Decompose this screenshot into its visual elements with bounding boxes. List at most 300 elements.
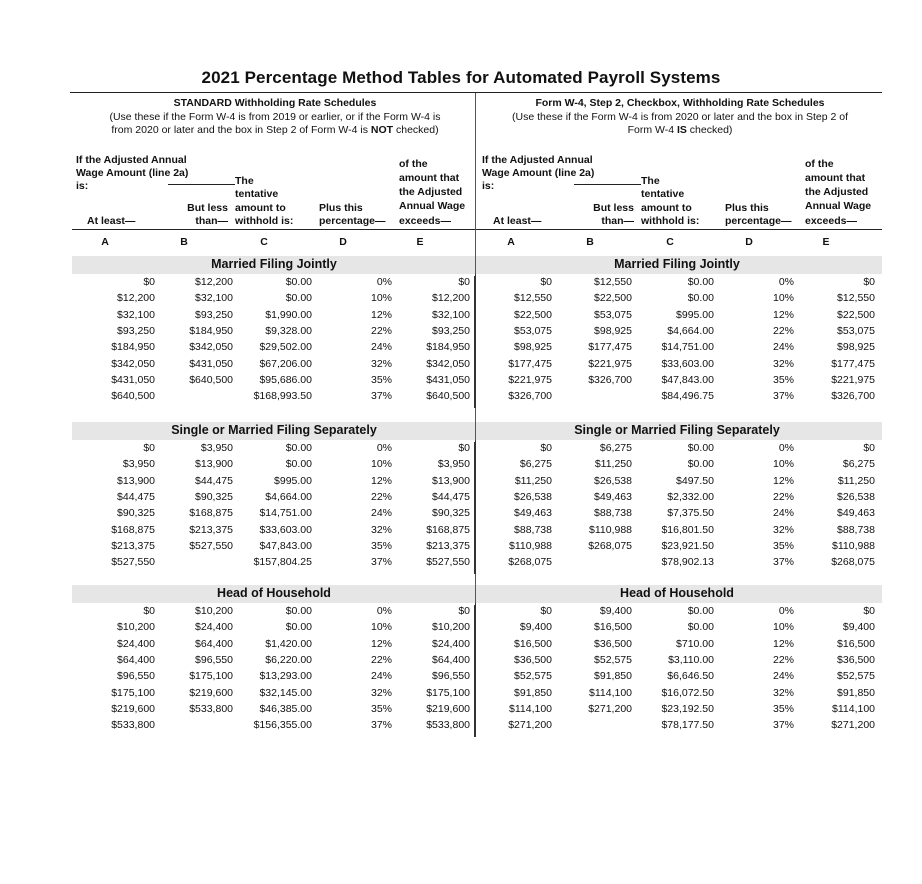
head-of-household-left-e-rule bbox=[475, 603, 476, 737]
right-married-filing-jointly-cell: $12,550 bbox=[837, 292, 875, 305]
checkbox-header-ofthe-4: Annual Wage bbox=[805, 200, 872, 212]
left-head-of-household-cell: $10,200 bbox=[117, 621, 155, 634]
standard-schedule-note-1: (Use these if the Form W-4 is from 2019 or earlier, or if the Form W-4 is bbox=[109, 110, 441, 123]
checkbox-header-tentative-2: tentative bbox=[641, 188, 685, 200]
checkbox-column-letter-b: B bbox=[586, 236, 594, 248]
right-married-filing-jointly-cell: $53,075 bbox=[837, 324, 875, 337]
left-head-of-household-cell: $533,800 bbox=[189, 702, 233, 715]
right-single-or-married-filing-separately-cell: 10% bbox=[772, 458, 794, 471]
right-single-or-married-filing-separately-cell: $88,738 bbox=[594, 507, 632, 520]
right-single-or-married-filing-separately-cell: $268,075 bbox=[508, 556, 552, 569]
left-head-of-household-cell: 35% bbox=[370, 702, 392, 715]
left-married-filing-jointly-cell: $184,950 bbox=[426, 341, 470, 354]
left-married-filing-jointly-cell: $184,950 bbox=[189, 324, 233, 337]
standard-header-ofthe-1: of the bbox=[399, 158, 428, 170]
right-single-or-married-filing-separately-cell: $497.50 bbox=[676, 474, 714, 487]
left-single-or-married-filing-separately-cell: 0% bbox=[376, 442, 392, 454]
left-single-or-married-filing-separately-cell: $13,900 bbox=[432, 474, 470, 487]
left-married-filing-jointly-cell: $0 bbox=[458, 276, 470, 288]
checkbox-header-at-least: At least— bbox=[493, 215, 542, 227]
left-married-filing-jointly-cell: $93,250 bbox=[117, 324, 155, 337]
right-married-filing-jointly-cell: $326,700 bbox=[831, 390, 875, 403]
left-single-or-married-filing-separately-cell: $168,875 bbox=[426, 523, 470, 536]
right-married-filing-jointly-cell: $326,700 bbox=[588, 373, 632, 386]
standard-header-if-adjusted_2: Wage Amount (line 2a) bbox=[76, 167, 189, 179]
left-married-filing-jointly-cell: $184,950 bbox=[111, 341, 155, 354]
checkbox-header-tentative-1: The bbox=[641, 175, 660, 187]
right-married-filing-jointly-cell: $22,500 bbox=[837, 308, 875, 321]
left-married-filing-jointly-cell: 10% bbox=[370, 292, 392, 305]
right-married-filing-jointly-cell: 24% bbox=[772, 341, 794, 354]
left-head-of-household-cell: $175,100 bbox=[189, 670, 233, 683]
left-single-or-married-filing-separately-cell: 10% bbox=[370, 458, 392, 471]
left-single-or-married-filing-separately-cell: $44,475 bbox=[432, 490, 470, 503]
right-single-or-married-filing-separately-cell: 0% bbox=[778, 442, 794, 454]
right-married-filing-jointly-cell: $0 bbox=[540, 276, 552, 288]
left-head-of-household-cell: $533,800 bbox=[426, 719, 470, 732]
checkbox-header-but-less-1: But less bbox=[593, 202, 634, 214]
right-married-filing-jointly-cell: $12,550 bbox=[514, 292, 552, 305]
right-single-or-married-filing-separately-cell: $26,538 bbox=[514, 490, 552, 503]
right-single-or-married-filing-separately-cell: $16,801.50 bbox=[661, 523, 714, 536]
right-head-of-household-cell: 32% bbox=[772, 686, 794, 699]
right-single-or-married-filing-separately-cell: $11,250 bbox=[514, 474, 552, 487]
standard-schedule-title: STANDARD Withholding Rate Schedules bbox=[173, 97, 377, 109]
right-married-filing-jointly-cell: $98,925 bbox=[594, 324, 632, 337]
right-married-filing-jointly-cell: $995.00 bbox=[676, 308, 714, 321]
right-single-or-married-filing-separately-cell: $0.00 bbox=[687, 442, 714, 454]
right-head-of-household-cell: $3,110.00 bbox=[668, 653, 714, 666]
right-single-or-married-filing-separately-cell: $6,275 bbox=[842, 458, 875, 471]
checkbox-column-letter-e: E bbox=[822, 236, 830, 248]
left-head-of-household-cell: $46,385.00 bbox=[259, 702, 312, 715]
right-head-of-household-cell: 22% bbox=[772, 653, 794, 666]
right-single-or-married-filing-separately-cell: $26,538 bbox=[594, 474, 632, 487]
checkbox-header-if-adjusted_2: Wage Amount (line 2a) bbox=[482, 167, 595, 179]
left-married-filing-jointly-cell: 12% bbox=[370, 308, 392, 321]
left-single-or-married-filing-separately-cell: $213,375 bbox=[189, 523, 233, 536]
left-married-filing-jointly-cell: $431,050 bbox=[426, 373, 470, 386]
right-married-filing-jointly-cell: $177,475 bbox=[508, 357, 552, 370]
right-married-filing-jointly-cell: $177,475 bbox=[588, 341, 632, 354]
standard-header-tentative-3: amount to bbox=[235, 202, 286, 214]
single-or-married-filing-separately-left-e-rule bbox=[475, 440, 476, 574]
right-head-of-household-cell: $114,100 bbox=[508, 702, 552, 715]
left-head-of-household-cell: 24% bbox=[370, 670, 392, 683]
left-single-or-married-filing-separately-cell: $3,950 bbox=[437, 458, 470, 471]
right-head-of-household-cell: $9,400 bbox=[599, 605, 632, 617]
right-head-of-household-cell: $16,500 bbox=[594, 621, 632, 634]
left-married-filing-jointly-cell: $12,200 bbox=[195, 276, 233, 288]
left-head-of-household-cell: $96,550 bbox=[432, 670, 470, 683]
right-married-filing-jointly-cell: $98,925 bbox=[837, 341, 875, 354]
right-married-filing-jointly-cell: $221,975 bbox=[831, 373, 875, 386]
left-married-filing-jointly-cell: $640,500 bbox=[189, 373, 233, 386]
standard-header-ofthe-2: amount that bbox=[399, 172, 460, 184]
right-head-of-household-cell: $91,850 bbox=[837, 686, 875, 699]
right-head-of-household-cell: $91,850 bbox=[594, 670, 632, 683]
right-married-filing-jointly-cell: $98,925 bbox=[514, 341, 552, 354]
right-single-or-married-filing-separately-cell: $6,275 bbox=[519, 458, 552, 471]
left-head-of-household-cell: $24,400 bbox=[117, 637, 155, 650]
title-rule bbox=[70, 92, 882, 93]
left-head-of-household-cell: $0.00 bbox=[285, 605, 312, 617]
head-of-household-title-right: Head of Household bbox=[620, 586, 734, 600]
right-single-or-married-filing-separately-cell: $2,332.00 bbox=[667, 490, 714, 503]
standard-column-letter-a: A bbox=[101, 236, 109, 248]
standard-header-guide-line bbox=[168, 184, 235, 185]
left-head-of-household-cell: $10,200 bbox=[432, 621, 470, 634]
left-married-filing-jointly-cell: 0% bbox=[376, 276, 392, 288]
checkbox-header-if-adjusted_3: is: bbox=[482, 180, 495, 192]
left-married-filing-jointly-cell: $640,500 bbox=[426, 390, 470, 403]
right-head-of-household-cell: $0 bbox=[540, 605, 552, 617]
checkbox-header-ofthe-2: amount that bbox=[805, 172, 866, 184]
head-of-household-title-left: Head of Household bbox=[217, 586, 331, 600]
left-single-or-married-filing-separately-cell: 37% bbox=[370, 556, 392, 569]
standard-schedule-header bbox=[73, 97, 477, 138]
right-single-or-married-filing-separately-cell: $49,463 bbox=[837, 507, 875, 520]
right-head-of-household-cell: $16,500 bbox=[514, 637, 552, 650]
right-married-filing-jointly-cell: $22,500 bbox=[514, 308, 552, 321]
standard-header-but-less-2: than— bbox=[195, 215, 228, 227]
right-married-filing-jointly-cell: 22% bbox=[772, 324, 794, 337]
page-title: 2021 Percentage Method Tables for Automated Payroll Systems bbox=[201, 68, 721, 87]
left-single-or-married-filing-separately-cell: 24% bbox=[370, 507, 392, 520]
left-head-of-household-cell: $219,600 bbox=[189, 686, 233, 699]
checkbox-column-letter-c: C bbox=[666, 236, 674, 248]
right-head-of-household-cell: $271,200 bbox=[508, 719, 552, 732]
left-single-or-married-filing-separately-cell: $0.00 bbox=[285, 458, 312, 471]
standard-header-but-less-1: But less bbox=[187, 202, 228, 214]
right-single-or-married-filing-separately-cell: $11,250 bbox=[837, 474, 875, 487]
checkbox-header-plus-2: percentage— bbox=[725, 215, 792, 227]
right-head-of-household-cell: $16,500 bbox=[837, 637, 875, 650]
right-married-filing-jointly-cell: $0 bbox=[863, 276, 875, 288]
checkbox-header-guide-line bbox=[574, 184, 641, 185]
right-single-or-married-filing-separately-cell: 24% bbox=[772, 507, 794, 520]
left-married-filing-jointly-cell: $32,100 bbox=[195, 292, 233, 305]
left-single-or-married-filing-separately-cell: $0.00 bbox=[285, 442, 312, 454]
right-married-filing-jointly-cell: $14,751.00 bbox=[661, 341, 714, 354]
right-married-filing-jointly-cell: 35% bbox=[772, 373, 794, 386]
checkbox-header-ofthe-5: exceeds— bbox=[805, 215, 857, 227]
left-single-or-married-filing-separately-cell: 32% bbox=[370, 523, 392, 536]
left-head-of-household-cell: 0% bbox=[376, 605, 392, 617]
right-single-or-married-filing-separately-cell: $78,902.13 bbox=[661, 556, 714, 569]
standard-header-ofthe-5: exceeds— bbox=[399, 215, 451, 227]
left-married-filing-jointly-cell: $0.00 bbox=[285, 292, 312, 305]
standard-header-tentative-2: tentative bbox=[235, 188, 279, 200]
right-single-or-married-filing-separately-cell: $110,988 bbox=[508, 539, 552, 552]
left-head-of-household-cell: $175,100 bbox=[426, 686, 470, 699]
right-married-filing-jointly-cell: $53,075 bbox=[514, 324, 552, 337]
right-single-or-married-filing-separately-cell: 32% bbox=[772, 523, 794, 536]
right-married-filing-jointly-cell: $221,975 bbox=[588, 357, 632, 370]
left-single-or-married-filing-separately-cell: 12% bbox=[370, 474, 392, 487]
right-head-of-household-cell: $52,575 bbox=[837, 670, 875, 683]
married-filing-jointly-left-e-rule bbox=[475, 274, 476, 408]
standard-schedule-note-2: from 2020 or later and the box in Step 2 of Form W-4 is NOT checked) bbox=[111, 124, 439, 136]
right-head-of-household-cell: $6,646.50 bbox=[667, 670, 714, 683]
left-married-filing-jointly-cell: $0 bbox=[143, 276, 155, 288]
right-head-of-household-cell: 24% bbox=[772, 670, 794, 683]
left-married-filing-jointly-cell: $342,050 bbox=[111, 357, 155, 370]
left-single-or-married-filing-separately-cell: $13,900 bbox=[117, 474, 155, 487]
left-single-or-married-filing-separately-cell: $995.00 bbox=[274, 474, 312, 487]
right-head-of-household-cell: $36,500 bbox=[594, 637, 632, 650]
left-single-or-married-filing-separately-cell: $47,843.00 bbox=[259, 539, 312, 552]
left-married-filing-jointly-cell: $431,050 bbox=[189, 357, 233, 370]
right-single-or-married-filing-separately-cell: $110,988 bbox=[588, 523, 632, 536]
left-head-of-household-cell: $96,550 bbox=[195, 653, 233, 666]
left-head-of-household-cell: $219,600 bbox=[111, 702, 155, 715]
left-head-of-household-cell: 22% bbox=[370, 653, 392, 666]
right-head-of-household-cell: $0.00 bbox=[687, 605, 714, 617]
left-married-filing-jointly-cell: $93,250 bbox=[432, 324, 470, 337]
right-single-or-married-filing-separately-cell: $7,375.50 bbox=[667, 507, 714, 520]
checkbox-column-letter-a: A bbox=[507, 236, 515, 248]
checkbox-schedule-note-2: Form W-4 IS checked) bbox=[627, 124, 733, 136]
right-single-or-married-filing-separately-cell: 22% bbox=[772, 490, 794, 503]
right-married-filing-jointly-cell: $326,700 bbox=[508, 390, 552, 403]
left-married-filing-jointly-cell: $67,206.00 bbox=[259, 357, 312, 370]
left-head-of-household-cell: $64,400 bbox=[195, 637, 233, 650]
standard-header-ofthe-4: Annual Wage bbox=[399, 200, 466, 212]
left-married-filing-jointly-cell: $640,500 bbox=[111, 390, 155, 403]
right-head-of-household-cell: $271,200 bbox=[588, 702, 632, 715]
right-married-filing-jointly-cell: $22,500 bbox=[594, 292, 632, 305]
left-single-or-married-filing-separately-cell: $4,664.00 bbox=[265, 490, 312, 503]
standard-header-at-least: At least— bbox=[87, 215, 136, 227]
right-married-filing-jointly-cell: 12% bbox=[772, 308, 794, 321]
standard-header-plus-2: percentage— bbox=[319, 215, 386, 227]
left-head-of-household-cell: $24,400 bbox=[195, 621, 233, 634]
left-married-filing-jointly-cell: $29,502.00 bbox=[259, 341, 312, 354]
right-married-filing-jointly-cell: $12,550 bbox=[594, 276, 632, 288]
standard-header-if-adjusted_3: is: bbox=[76, 180, 89, 192]
right-head-of-household-cell: $114,100 bbox=[831, 702, 875, 715]
left-married-filing-jointly-cell: $1,990.00 bbox=[265, 308, 312, 321]
left-single-or-married-filing-separately-cell: 35% bbox=[370, 539, 392, 552]
left-head-of-household-cell: $64,400 bbox=[117, 653, 155, 666]
right-head-of-household-cell: $16,072.50 bbox=[661, 686, 714, 699]
checkbox-header-tentative-3: amount to bbox=[641, 202, 692, 214]
left-single-or-married-filing-separately-cell: $213,375 bbox=[111, 539, 155, 552]
checkbox-schedule-note-1: (Use these if the Form W-4 is from 2020 or later and the box in Step 2 of bbox=[512, 110, 848, 123]
left-married-filing-jointly-cell: $95,686.00 bbox=[259, 373, 312, 386]
left-head-of-household-cell: $0 bbox=[458, 605, 470, 617]
left-single-or-married-filing-separately-cell: $0 bbox=[143, 442, 155, 454]
right-head-of-household-cell: $9,400 bbox=[519, 621, 552, 634]
right-married-filing-jointly-cell: $0.00 bbox=[687, 276, 714, 288]
standard-column-letter-d: D bbox=[339, 236, 347, 248]
left-head-of-household-cell: 10% bbox=[370, 621, 392, 634]
left-single-or-married-filing-separately-cell: $157,804.25 bbox=[253, 556, 312, 569]
left-head-of-household-cell: 12% bbox=[370, 637, 392, 650]
left-head-of-household-cell: $0 bbox=[143, 605, 155, 617]
checkbox-header-plus-1: Plus this bbox=[725, 202, 769, 214]
right-head-of-household-cell: $78,177.50 bbox=[661, 719, 714, 732]
left-married-filing-jointly-cell: $12,200 bbox=[432, 292, 470, 305]
checkbox-header-rule bbox=[476, 229, 882, 230]
right-single-or-married-filing-separately-cell: $0.00 bbox=[687, 458, 714, 471]
right-head-of-household-cell: $91,850 bbox=[514, 686, 552, 699]
left-single-or-married-filing-separately-cell: $168,875 bbox=[111, 523, 155, 536]
right-single-or-married-filing-separately-cell: $88,738 bbox=[514, 523, 552, 536]
right-head-of-household-cell: $9,400 bbox=[842, 621, 875, 634]
left-married-filing-jointly-cell: $431,050 bbox=[111, 373, 155, 386]
right-single-or-married-filing-separately-cell: $49,463 bbox=[514, 507, 552, 520]
right-head-of-household-cell: $0.00 bbox=[687, 621, 714, 634]
right-head-of-household-cell: 0% bbox=[778, 605, 794, 617]
checkbox-schedule-header bbox=[478, 97, 882, 138]
right-single-or-married-filing-separately-cell: $88,738 bbox=[837, 523, 875, 536]
right-head-of-household-cell: $52,575 bbox=[514, 670, 552, 683]
left-single-or-married-filing-separately-cell: 22% bbox=[370, 490, 392, 503]
left-single-or-married-filing-separately-cell: $3,950 bbox=[122, 458, 155, 471]
standard-column-letter-c: C bbox=[260, 236, 268, 248]
left-head-of-household-cell: $96,550 bbox=[117, 670, 155, 683]
right-head-of-household-cell: $710.00 bbox=[676, 637, 714, 650]
single-or-married-filing-separately-title-left: Single or Married Filing Separately bbox=[171, 423, 377, 437]
left-single-or-married-filing-separately-cell: $33,603.00 bbox=[259, 523, 312, 536]
left-married-filing-jointly-cell: $12,200 bbox=[117, 292, 155, 305]
right-head-of-household-cell: 12% bbox=[772, 637, 794, 650]
right-head-of-household-cell: $0 bbox=[863, 605, 875, 617]
right-married-filing-jointly-cell: $84,496.75 bbox=[661, 390, 714, 403]
left-head-of-household-cell: $1,420.00 bbox=[265, 637, 312, 650]
right-head-of-household-cell: 37% bbox=[772, 719, 794, 732]
checkbox-column-letter-d: D bbox=[745, 236, 753, 248]
standard-header-tentative-4: withhold is: bbox=[235, 215, 294, 227]
left-head-of-household-cell: $10,200 bbox=[195, 605, 233, 617]
checkbox-schedule-title: Form W-4, Step 2, Checkbox, Withholding Rate Schedules bbox=[535, 97, 825, 109]
left-head-of-household-cell: $64,400 bbox=[432, 653, 470, 666]
left-married-filing-jointly-cell: $342,050 bbox=[426, 357, 470, 370]
checkbox-header-tentative-4: withhold is: bbox=[641, 215, 700, 227]
right-married-filing-jointly-cell: $4,664.00 bbox=[667, 324, 714, 337]
standard-header-tentative-1: The bbox=[235, 175, 254, 187]
right-single-or-married-filing-separately-cell: $0 bbox=[540, 442, 552, 454]
right-head-of-household-cell: 35% bbox=[772, 702, 794, 715]
left-single-or-married-filing-separately-cell: $213,375 bbox=[426, 539, 470, 552]
right-single-or-married-filing-separately-cell: $110,988 bbox=[831, 539, 875, 552]
left-head-of-household-cell: $219,600 bbox=[426, 702, 470, 715]
standard-header-if-adjusted_1: If the Adjusted Annual bbox=[76, 154, 187, 166]
right-head-of-household-cell: $271,200 bbox=[831, 719, 875, 732]
right-single-or-married-filing-separately-cell: $11,250 bbox=[594, 458, 632, 471]
right-single-or-married-filing-separately-cell: $0 bbox=[863, 442, 875, 454]
left-married-filing-jointly-cell: $32,100 bbox=[117, 308, 155, 321]
right-head-of-household-cell: $36,500 bbox=[514, 653, 552, 666]
left-single-or-married-filing-separately-cell: $527,550 bbox=[111, 556, 155, 569]
checkbox-header-but-less-2: than— bbox=[601, 215, 634, 227]
right-single-or-married-filing-separately-cell: 12% bbox=[772, 474, 794, 487]
left-head-of-household-cell: $0.00 bbox=[285, 621, 312, 634]
right-married-filing-jointly-cell: 37% bbox=[772, 390, 794, 403]
checkbox-header-ofthe-3: the Adjusted bbox=[805, 186, 869, 198]
right-head-of-household-cell: $114,100 bbox=[588, 686, 632, 699]
checkbox-header-ofthe-1: of the bbox=[805, 158, 834, 170]
left-single-or-married-filing-separately-cell: $527,550 bbox=[426, 556, 470, 569]
left-head-of-household-cell: 37% bbox=[370, 719, 392, 732]
left-head-of-household-cell: $156,355.00 bbox=[253, 719, 312, 732]
right-head-of-household-cell: $52,575 bbox=[594, 653, 632, 666]
right-married-filing-jointly-cell: $33,603.00 bbox=[661, 357, 714, 370]
right-single-or-married-filing-separately-cell: $26,538 bbox=[837, 490, 875, 503]
left-head-of-household-cell: $32,145.00 bbox=[259, 686, 312, 699]
right-head-of-household-cell: 10% bbox=[772, 621, 794, 634]
left-married-filing-jointly-cell: $0.00 bbox=[285, 276, 312, 288]
left-head-of-household-cell: $533,800 bbox=[111, 719, 155, 732]
left-single-or-married-filing-separately-cell: $44,475 bbox=[117, 490, 155, 503]
left-single-or-married-filing-separately-cell: $527,550 bbox=[189, 539, 233, 552]
standard-header-rule bbox=[72, 229, 475, 230]
left-head-of-household-cell: 32% bbox=[370, 686, 392, 699]
married-filing-jointly-title-right: Married Filing Jointly bbox=[614, 257, 740, 271]
standard-column-letter-b: B bbox=[180, 236, 188, 248]
left-single-or-married-filing-separately-cell: $90,325 bbox=[195, 490, 233, 503]
left-married-filing-jointly-cell: $9,328.00 bbox=[265, 324, 312, 337]
right-married-filing-jointly-cell: $177,475 bbox=[831, 357, 875, 370]
right-head-of-household-cell: $23,192.50 bbox=[661, 702, 714, 715]
left-single-or-married-filing-separately-cell: $14,751.00 bbox=[259, 507, 312, 520]
right-single-or-married-filing-separately-cell: $6,275 bbox=[599, 442, 632, 454]
standard-column-letter-e: E bbox=[416, 236, 424, 248]
right-married-filing-jointly-cell: 32% bbox=[772, 357, 794, 370]
right-single-or-married-filing-separately-cell: 37% bbox=[772, 556, 794, 569]
left-single-or-married-filing-separately-cell: $3,950 bbox=[200, 442, 233, 454]
right-married-filing-jointly-cell: $53,075 bbox=[594, 308, 632, 321]
right-single-or-married-filing-separately-cell: 35% bbox=[772, 539, 794, 552]
right-single-or-married-filing-separately-cell: $49,463 bbox=[594, 490, 632, 503]
left-head-of-household-cell: $6,220.00 bbox=[265, 653, 312, 666]
left-married-filing-jointly-cell: $168,993.50 bbox=[253, 390, 312, 403]
checkbox-header-if-adjusted_1: If the Adjusted Annual bbox=[482, 154, 593, 166]
left-married-filing-jointly-cell: 35% bbox=[370, 373, 392, 386]
right-married-filing-jointly-cell: $221,975 bbox=[508, 373, 552, 386]
right-single-or-married-filing-separately-cell: $268,075 bbox=[831, 556, 875, 569]
left-single-or-married-filing-separately-cell: $0 bbox=[458, 442, 470, 454]
left-single-or-married-filing-separately-cell: $168,875 bbox=[189, 507, 233, 520]
left-head-of-household-cell: $175,100 bbox=[111, 686, 155, 699]
left-single-or-married-filing-separately-cell: $90,325 bbox=[117, 507, 155, 520]
standard-header-ofthe-3: the Adjusted bbox=[399, 186, 463, 198]
right-married-filing-jointly-cell: 0% bbox=[778, 276, 794, 288]
right-married-filing-jointly-cell: 10% bbox=[772, 292, 794, 305]
left-married-filing-jointly-cell: $93,250 bbox=[195, 308, 233, 321]
right-single-or-married-filing-separately-cell: $268,075 bbox=[588, 539, 632, 552]
left-married-filing-jointly-cell: 32% bbox=[370, 357, 392, 370]
left-married-filing-jointly-cell: 24% bbox=[370, 341, 392, 354]
left-head-of-household-cell: $13,293.00 bbox=[259, 670, 312, 683]
left-married-filing-jointly-cell: $342,050 bbox=[189, 341, 233, 354]
married-filing-jointly-title-left: Married Filing Jointly bbox=[211, 257, 337, 271]
standard-header-plus-1: Plus this bbox=[319, 202, 363, 214]
right-married-filing-jointly-cell: $47,843.00 bbox=[661, 373, 714, 386]
left-married-filing-jointly-cell: 37% bbox=[370, 390, 392, 403]
left-single-or-married-filing-separately-cell: $90,325 bbox=[432, 507, 470, 520]
single-or-married-filing-separately-title-right: Single or Married Filing Separately bbox=[574, 423, 780, 437]
right-head-of-household-cell: $36,500 bbox=[837, 653, 875, 666]
left-head-of-household-cell: $24,400 bbox=[432, 637, 470, 650]
right-single-or-married-filing-separately-cell: $23,921.50 bbox=[661, 539, 714, 552]
left-married-filing-jointly-cell: $32,100 bbox=[432, 308, 470, 321]
right-married-filing-jointly-cell: $0.00 bbox=[687, 292, 714, 305]
left-single-or-married-filing-separately-cell: $13,900 bbox=[195, 458, 233, 471]
left-single-or-married-filing-separately-cell: $44,475 bbox=[195, 474, 233, 487]
